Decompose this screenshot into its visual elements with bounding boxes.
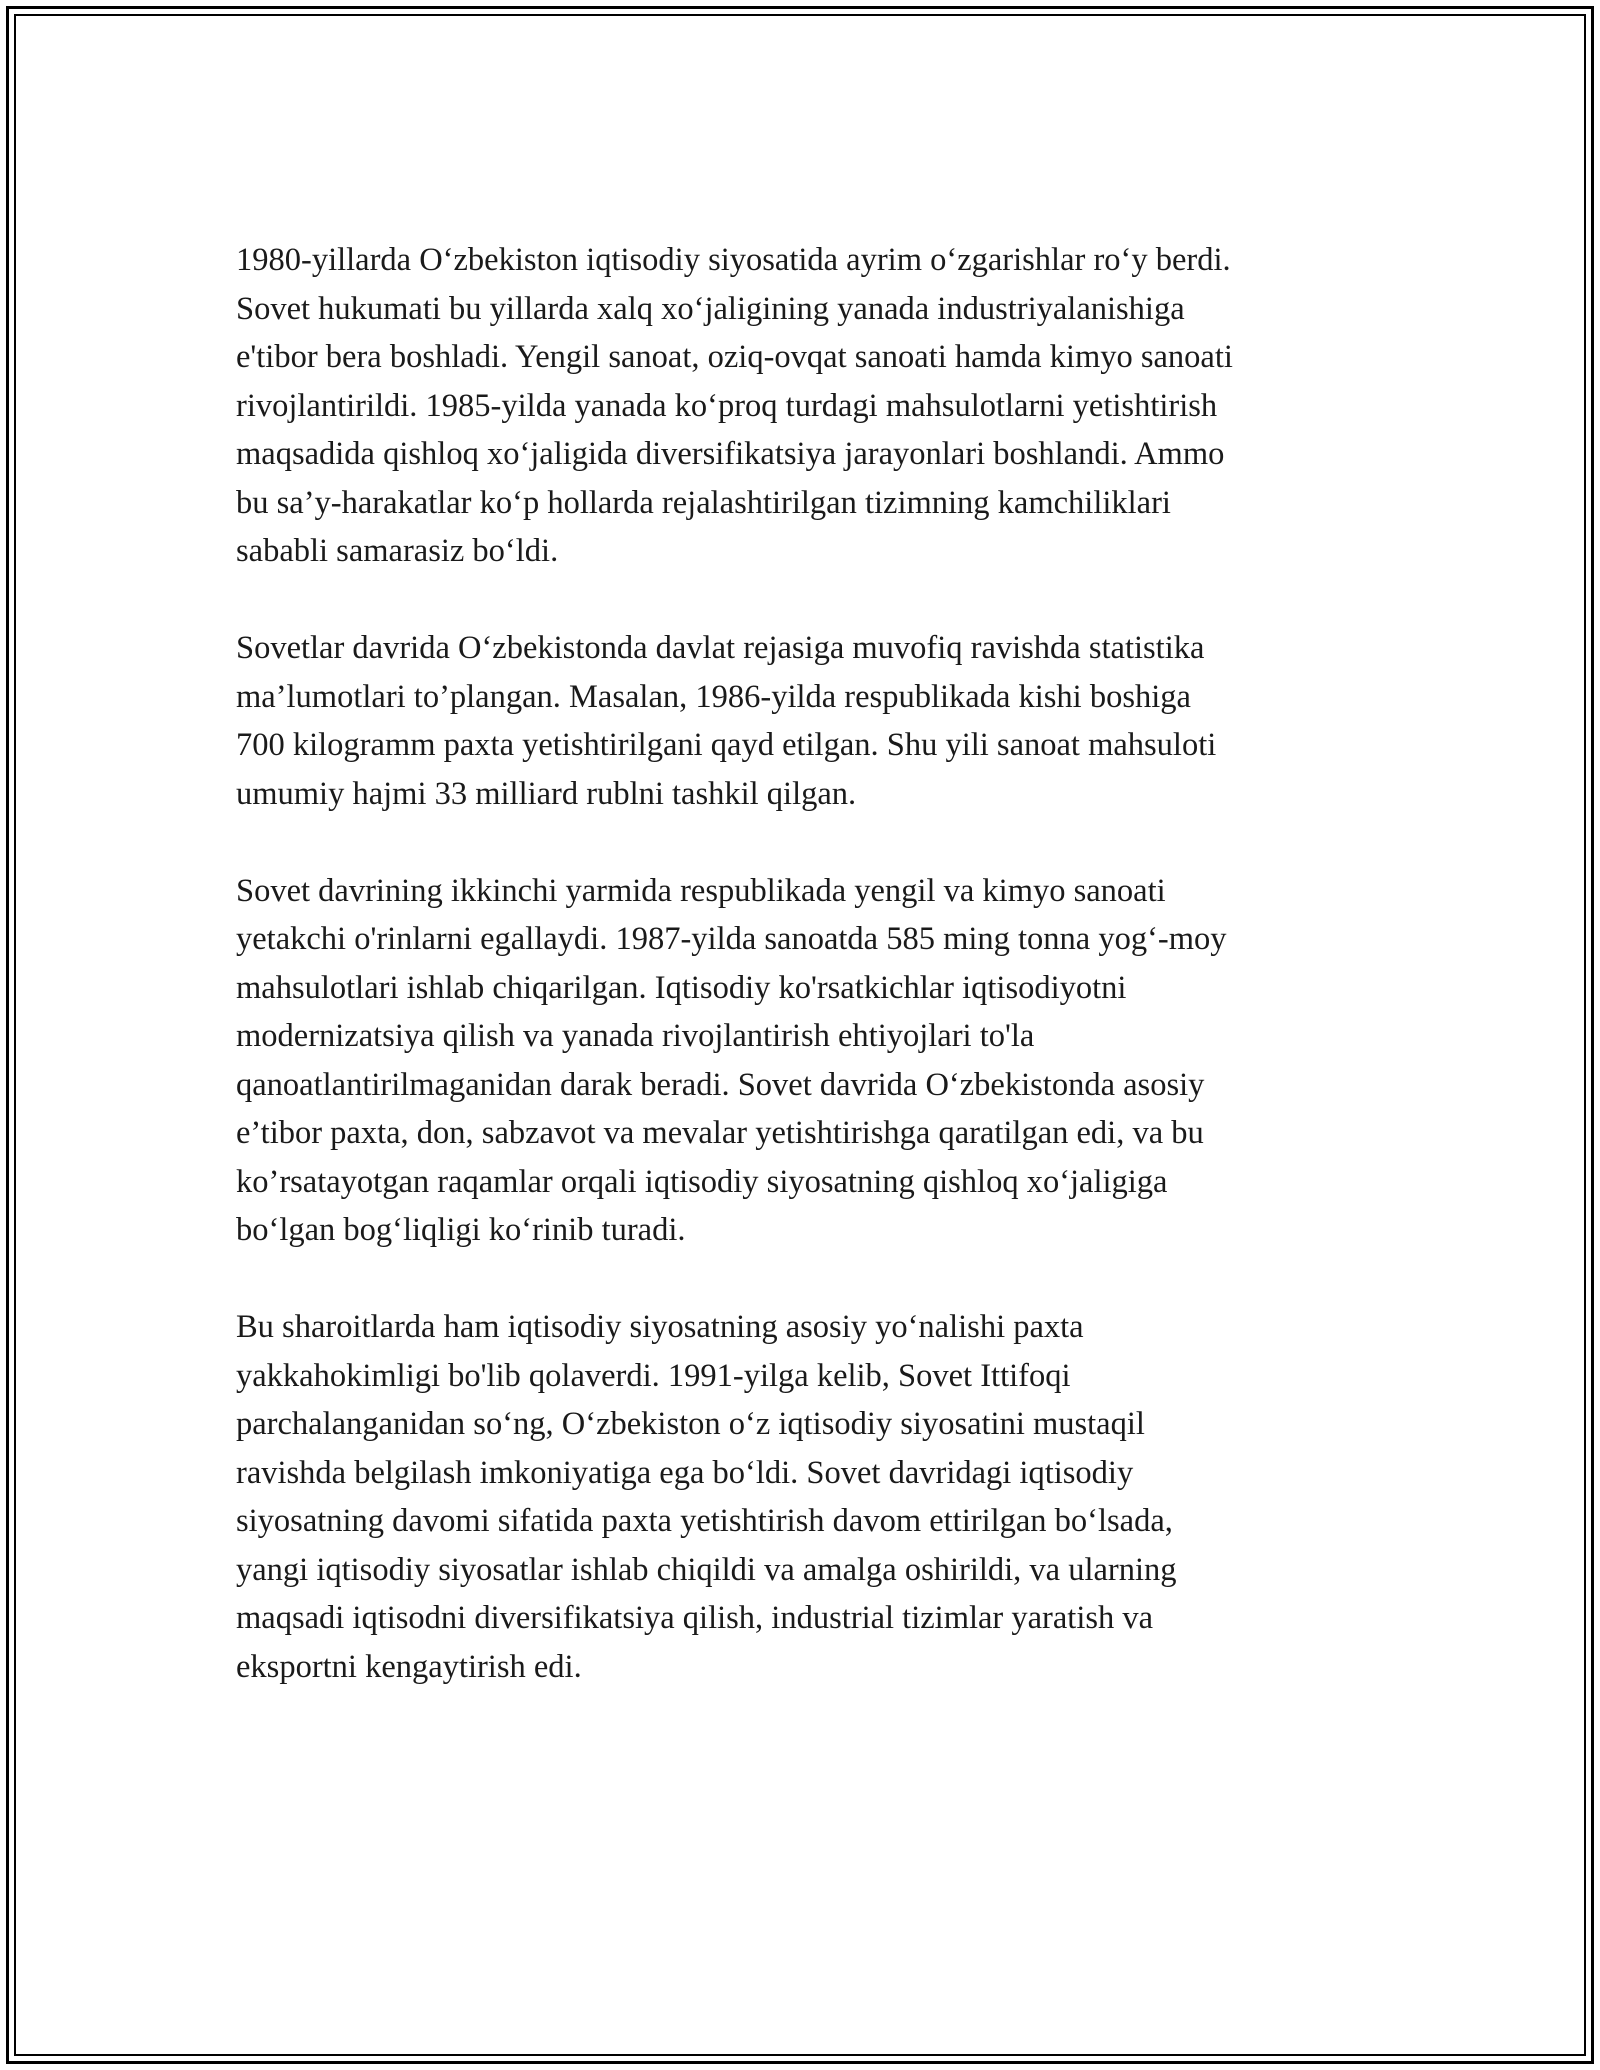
paragraph-1: 1980-yillarda O‘zbekiston iqtisodiy siyosatida ayrim o‘zgarishlar ro‘y berdi. Sovet hukumati bu yillarda xalq xo‘jaligining yanada industriyalanishiga e'tibor bera boshladi. Yengil sanoat, oziq-ovqat sanoati hamda kimyo sanoati rivojlantirildi. 1985-yilda yanada ko‘proq turdagi mahsulotlarni yetishtirish maqsadida qishloq xo‘jaligida diversifikatsiya jarayonlari boshlandi. Ammo bu sa’y-harakatlar ko‘p hollarda rejalashtirilgan tizimning kamchiliklari sababli samarasiz bo‘ldi. — [236, 242, 1233, 569]
document-body — [236, 236, 1366, 1740]
paragraph-2: Sovetlar davrida O‘zbekistonda davlat rejasiga muvofiq ravishda statistika ma’lumotlari to’plangan. Masalan, 1986-yilda respublikada kishi boshiga 700 kilogramm paxta yetishtirilgani qayd etilgan. Shu yili sanoat mahsuloti umumiy hajmi 33 milliard rublni tashkil qilgan. — [236, 630, 1217, 812]
paragraph-4: Bu sharoitlarda ham iqtisodiy siyosatning asosiy yo‘nalishi paxta yakkahokimligi bo'lib qolaverdi. 1991-yilga kelib, Sovet Ittifoqi parchalanganidan so‘ng, O‘zbekiston o‘z iqtisodiy siyosatini mustaqil ravishda belgilash imkoniyatiga ega bo‘ldi. Sovet davridagi iqtisodiy siyosatning davomi sifatida paxta yetishtirish davom ettirilgan bo‘lsada, yangi iqtisodiy siyosatlar ishlab chiqildi va amalga oshirildi, va ularning maqsadi iqtisodni diversifikatsiya qilish, industrial tizimlar yaratish va eksportni kengaytirish edi. — [236, 1309, 1177, 1685]
paragraph-3: Sovet davrining ikkinchi yarmida respublikada yengil va kimyo sanoati yetakchi o'rinlarni egallaydi. 1987-yilda sanoatda 585 ming tonna yog‘-moy mahsulotlari ishlab chiqarilgan. Iqtisodiy ko'rsatkichlar iqtisodiyotni modernizatsiya qilish va yanada rivojlantirish ehtiyojlari to'la qanoatlantirilmaganidan darak beradi. Sovet davrida O‘zbekistonda asosiy e’tibor paxta, don, sabzavot va mevalar yetishtirishga qaratilgan edi, va bu ko’rsatayotgan raqamlar orqali iqtisodiy siyosatning qishloq xo‘jaligiga bo‘lgan bog‘liqligi ko‘rinib turadi. — [236, 872, 1227, 1248]
